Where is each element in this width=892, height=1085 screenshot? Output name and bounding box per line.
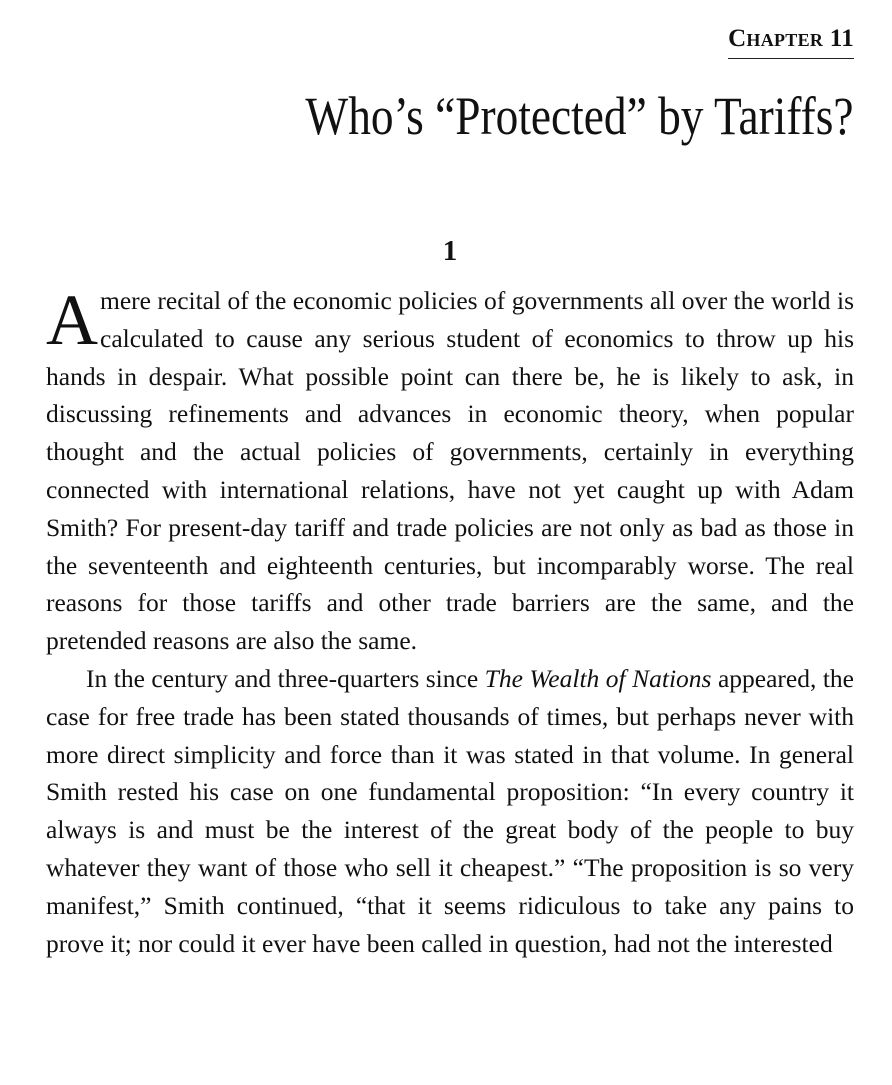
paragraph-1 (46, 282, 854, 660)
section-number: 1 (442, 235, 458, 267)
chapter-title: Who’s “Protected” by Tariffs? (305, 86, 854, 146)
paragraph-2-text-before: In the century and three-quarters since (86, 663, 485, 693)
book-title-reference: The Wealth of Nations (484, 663, 712, 693)
chapter-label: Chapter 11 (728, 24, 854, 59)
body-text (46, 282, 854, 962)
paragraph-1-text: mere recital of the economic policies of governments all over the world is calculated to cause any serious student of economics to throw up his hands in despair. What possible point can there be, he is likely to ask, in discussing refinements and advances in economic theory, when popular thought and the actual policies of governments, certainly in everything connected with international relations, have not yet caught up with Adam Smith? For present-day tariff and trade policies are not only as bad as those in the seventeenth and eighteenth centuries, but incomparably worse. The real reasons for those tariffs and other trade barriers are the same, and the pretended reasons are also the same. (46, 286, 854, 656)
paragraph-2 (46, 660, 854, 962)
paragraph-2-text-after: appeared, the case for free trade has been stated thousands of times, but perhaps never with more direct simplicity and force than it was stated in that volume. In general Smith rested his case on one fundamental proposition: “In every country it always is and must be the interest of the great body of the people to buy whatever they want of those who sell it cheapest.” “The proposition is so very manifest,” Smith continued, “that it seems ridiculous to take any pains to prove it; nor could it ever have been called in question, had not the interested (46, 663, 855, 958)
drop-cap: A (46, 280, 98, 360)
